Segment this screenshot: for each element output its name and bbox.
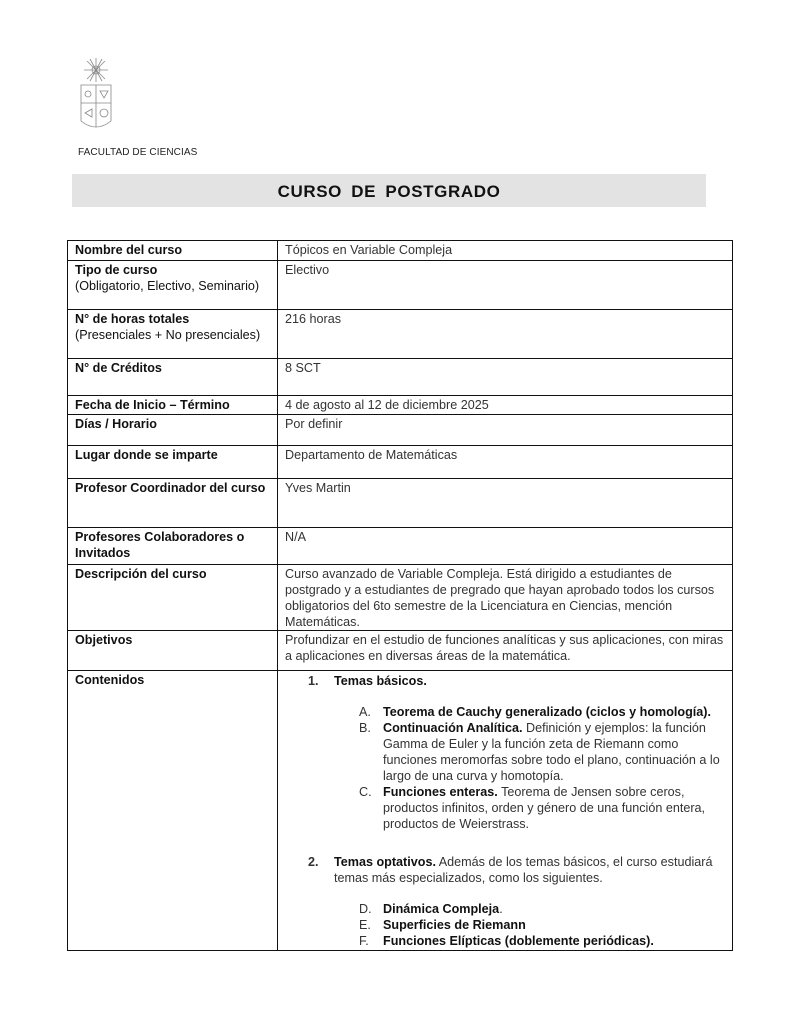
subtopic-letter: E. [359,918,371,932]
list-item [359,917,726,933]
table-row-tipo [68,261,733,310]
page-title: CURSO DE POSTGRADO [277,182,501,201]
label-horas: N° de horas totales [75,312,190,326]
table-row-descripcion [68,565,733,631]
subtopic-title: Dinámica Compleja [383,902,500,916]
table-row-colaboradores [68,528,733,565]
row-label [68,261,278,310]
label-lugar: Lugar donde se imparte [75,448,218,462]
row-label [68,631,278,671]
subtopic-title: Superficies de Riemann [383,918,526,932]
university-seal-logo [78,55,114,133]
row-label [68,565,278,631]
section-number: 1. [308,674,319,688]
list-item [359,720,726,784]
subtopic-list [359,901,726,949]
label-dias: Días / Horario [75,417,157,431]
row-label [68,671,278,951]
section-title: Temas básicos. [334,674,427,688]
course-info-table [67,240,733,951]
subtopic-letter: C. [359,785,372,799]
label-descripcion: Descripción del curso [75,567,207,581]
table-row-creditos [68,359,733,396]
subtopic-list [359,704,726,832]
sublabel-horas: (Presenciales + No presenciales) [75,328,261,342]
value-creditos: 8 SCT [278,359,733,396]
list-item [359,704,726,720]
sublabel-tipo: (Obligatorio, Electivo, Seminario) [75,279,260,293]
value-contenidos [278,671,733,951]
value-lugar: Departamento de Matemáticas [278,446,733,479]
label-colaboradores: Profesores Colaboradores o Invitados [75,530,245,560]
subtopic-title: Continuación Analítica. [383,721,523,735]
subtopic-letter: F. [359,934,369,948]
value-horas: 216 horas [278,310,733,359]
subtopic-title: Teorema de Cauchy generalizado (ciclos y homología). [383,705,711,719]
value-fecha: 4 de agosto al 12 de diciembre 2025 [278,396,733,415]
value-colaboradores: N/A [278,528,733,565]
title-banner [72,174,706,207]
row-label [68,415,278,446]
row-label [68,359,278,396]
subtopic-title: Funciones Elípticas (doblemente periódicas). [383,934,654,948]
table-row-fecha [68,396,733,415]
contents-list [285,672,726,950]
label-nombre: Nombre del curso [75,243,183,257]
subtopic-description: . [499,902,503,916]
row-label [68,241,278,261]
subtopic-description: Teorema de Jensen sobre ceros, productos infinitos, orden y género de una función entera, productos de Weierstrass. [383,785,706,831]
row-label [68,310,278,359]
subtopic-letter: A. [359,705,371,719]
label-objetivos: Objetivos [75,633,133,647]
label-fecha: Fecha de Inicio – Término [75,398,230,412]
row-label [68,396,278,415]
value-objetivos: Profundizar en el estudio de funciones analíticas y sus aplicaciones, con miras a aplicaciones en diversas áreas de la matemática. [278,631,733,671]
section-intro: Además de los temas básicos, el curso estudiará temas más especializados, como los siguientes. [334,855,713,885]
list-item [359,901,726,917]
value-tipo: Electivo [278,261,733,310]
list-item [359,784,726,832]
table-row-dias [68,415,733,446]
section-number: 2. [308,855,319,869]
table-row-objetivos [68,631,733,671]
value-descripcion: Curso avanzado de Variable Compleja. Está dirigido a estudiantes de postgrado y a estudiantes de pregrado que hayan aprobado todos los cursos obligatorios del 6to semestre de la Licenciatura en Ciencias, mención Matemáticas. [278,565,733,631]
label-tipo: Tipo de curso [75,263,158,277]
row-label [68,446,278,479]
table-row-lugar [68,446,733,479]
subtopic-title: Funciones enteras. [383,785,498,799]
list-item [359,933,726,949]
row-label [68,528,278,565]
label-coordinador: Profesor Coordinador del curso [75,481,266,495]
subtopic-letter: B. [359,721,371,735]
subtopic-description: Definición y ejemplos: la función Gamma de Euler y la función zeta de Riemann como funciones meromorfas sobre todo el plano, continuación a lo largo de una curva y homotopía. [383,721,720,783]
label-contenidos: Contenidos [75,673,145,687]
section-title: Temas optativos. [334,855,436,869]
section-optional [308,854,726,949]
table-row-horas [68,310,733,359]
row-label [68,479,278,528]
table-row-contenidos [68,671,733,951]
label-creditos: N° de Créditos [75,361,162,375]
value-coordinador: Yves Martin [278,479,733,528]
faculty-name: FACULTAD DE CIENCIAS [78,147,198,158]
subtopic-letter: D. [359,902,372,916]
table-row-nombre [68,241,733,261]
value-dias: Por definir [278,415,733,446]
section-basic [308,673,726,832]
value-nombre: Tópicos en Variable Compleja [278,241,733,261]
table-row-coordinador [68,479,733,528]
